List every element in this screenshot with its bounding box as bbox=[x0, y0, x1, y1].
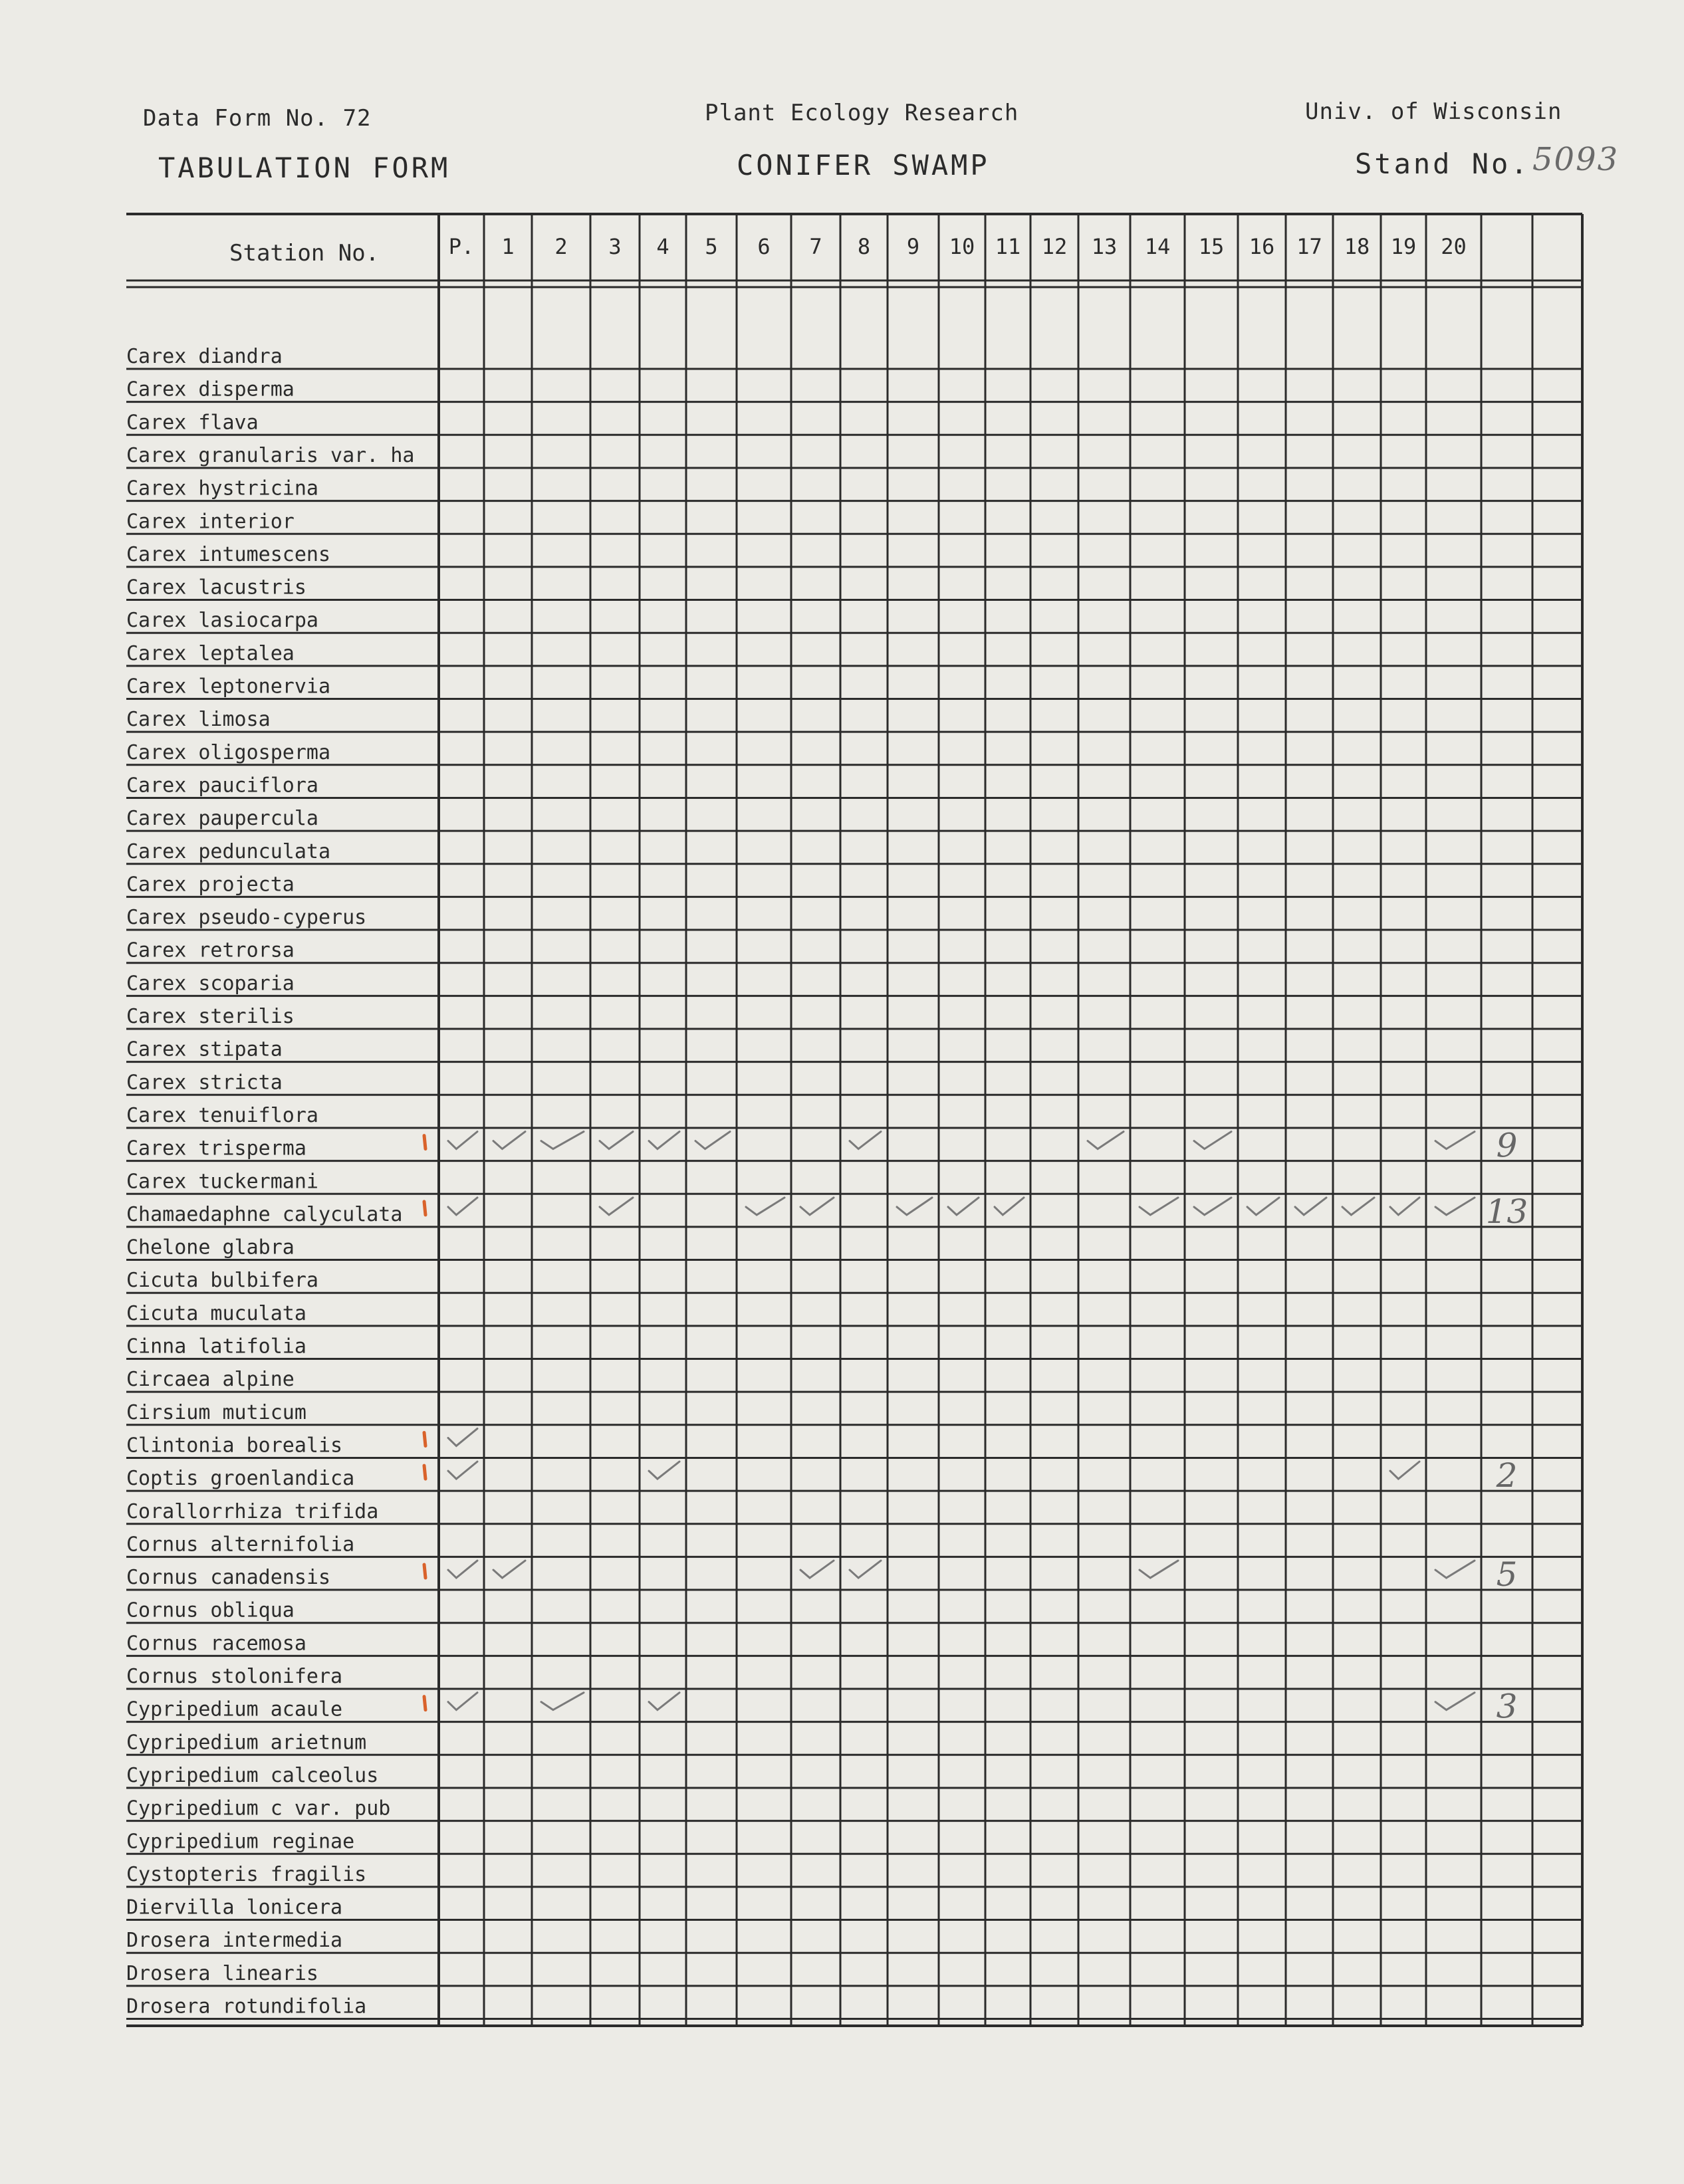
tally-count: 3 bbox=[1496, 1687, 1518, 1726]
university-label: Univ. of Wisconsin bbox=[1305, 98, 1562, 125]
checkmark bbox=[493, 1561, 525, 1578]
species-name: Drosera linearis bbox=[126, 1961, 318, 1985]
station-column-header: 10 bbox=[949, 234, 975, 259]
station-column-header: P. bbox=[448, 234, 475, 259]
species-name: Carex hystricina bbox=[126, 477, 318, 500]
station-column-header: 15 bbox=[1198, 234, 1225, 259]
species-name: Carex pedunculata bbox=[126, 839, 331, 863]
tally-count: 5 bbox=[1496, 1555, 1518, 1594]
station-column-header: 6 bbox=[757, 234, 771, 259]
species-name: Carex pauciflora bbox=[126, 774, 318, 798]
species-name: Carex projecta bbox=[126, 873, 295, 897]
checkmark bbox=[600, 1132, 633, 1149]
checkmark bbox=[1435, 1693, 1475, 1710]
station-column-header: 17 bbox=[1296, 234, 1322, 259]
species-name: Carex lasiocarpa bbox=[126, 609, 318, 633]
species-name: Carex stricta bbox=[126, 1071, 283, 1095]
species-name: Cypripedium reginae bbox=[126, 1830, 355, 1854]
checkmark bbox=[649, 1693, 679, 1710]
flag-mark bbox=[424, 1432, 425, 1446]
tally-count: 9 bbox=[1496, 1126, 1518, 1165]
flag-mark bbox=[424, 1697, 425, 1710]
station-label: Station No. bbox=[229, 240, 380, 267]
species-name: Chamaedaphne calyculata bbox=[126, 1202, 403, 1226]
species-name: Cypripedium calceolus bbox=[126, 1763, 379, 1787]
checkmark bbox=[448, 1561, 477, 1578]
checkmark bbox=[448, 1198, 477, 1215]
checkmark bbox=[1140, 1561, 1178, 1578]
species-name: Carex tenuiflora bbox=[126, 1103, 318, 1127]
checkmark bbox=[448, 1693, 477, 1710]
species-name: Chelone glabra bbox=[126, 1236, 295, 1259]
species-name: Corallorrhiza trifida bbox=[126, 1499, 379, 1523]
species-name: Clintonia borealis bbox=[126, 1434, 343, 1458]
species-name: Circaea alpine bbox=[126, 1368, 295, 1392]
species-name: Carex disperma bbox=[126, 378, 295, 401]
station-column-header: 12 bbox=[1041, 234, 1068, 259]
checkmark bbox=[649, 1132, 679, 1149]
station-column-header: 20 bbox=[1441, 234, 1467, 259]
checkmark bbox=[800, 1198, 834, 1215]
flag-mark bbox=[424, 1466, 425, 1479]
species-name: Carex interior bbox=[126, 510, 295, 534]
station-column-header: 4 bbox=[656, 234, 669, 259]
checkmark bbox=[600, 1198, 633, 1215]
species-name: Carex leptonervia bbox=[126, 675, 331, 699]
research-heading: Plant Ecology Research bbox=[705, 100, 1019, 126]
species-name: Carex granularis var. ha bbox=[126, 443, 415, 467]
checkmark bbox=[649, 1462, 679, 1479]
station-column-header: 16 bbox=[1249, 234, 1275, 259]
form-number: Data Form No. 72 bbox=[143, 105, 372, 132]
species-name: Carex diandra bbox=[126, 345, 283, 368]
station-column-header: 9 bbox=[906, 234, 920, 259]
species-name: Carex paupercula bbox=[126, 807, 318, 831]
checkmark bbox=[948, 1198, 979, 1215]
checkmark bbox=[1390, 1198, 1419, 1215]
station-column-header: 5 bbox=[705, 234, 718, 259]
checkmark bbox=[448, 1428, 477, 1446]
station-column-header: 2 bbox=[554, 234, 568, 259]
species-name: Carex retrorsa bbox=[126, 938, 295, 962]
checkmark bbox=[1435, 1198, 1475, 1215]
species-name: Cystopteris fragilis bbox=[126, 1862, 367, 1886]
species-name: Cornus stolonifera bbox=[126, 1665, 343, 1688]
species-name: Cypripedium acaule bbox=[126, 1697, 343, 1721]
tally-count: 2 bbox=[1496, 1456, 1518, 1495]
species-name: Drosera intermedia bbox=[126, 1929, 343, 1953]
species-name: Cornus obliqua bbox=[126, 1598, 295, 1622]
checkmark bbox=[1435, 1561, 1475, 1578]
community-title: CONIFER SWAMP bbox=[737, 149, 990, 181]
checkmark bbox=[448, 1132, 477, 1149]
checkmark bbox=[695, 1132, 730, 1149]
checkmark bbox=[800, 1561, 834, 1578]
species-name: Cornus alternifolia bbox=[126, 1533, 355, 1557]
station-column-header: 8 bbox=[857, 234, 871, 259]
checkmark bbox=[1194, 1132, 1231, 1149]
station-column-header: 13 bbox=[1091, 234, 1118, 259]
station-column-header: 7 bbox=[809, 234, 822, 259]
checkmark bbox=[493, 1132, 525, 1149]
checkmark bbox=[897, 1198, 932, 1215]
species-name: Cypripedium c var. pub bbox=[126, 1797, 391, 1820]
species-name: Cinna latifolia bbox=[126, 1335, 306, 1359]
species-name: Cicuta bulbifera bbox=[126, 1269, 318, 1293]
checkmark bbox=[1140, 1198, 1178, 1215]
species-name: Carex scoparia bbox=[126, 972, 295, 996]
species-name: Carex pseudo-cyperus bbox=[126, 906, 367, 930]
species-name: Cornus racemosa bbox=[126, 1632, 306, 1656]
checkmark bbox=[850, 1132, 881, 1149]
species-name: Coptis groenlandica bbox=[126, 1467, 355, 1491]
tally-count: 13 bbox=[1485, 1192, 1528, 1231]
checkmark bbox=[1088, 1132, 1124, 1149]
station-column-header: 1 bbox=[501, 234, 515, 259]
stand-label: Stand No. bbox=[1355, 148, 1530, 180]
species-name: Carex intumescens bbox=[126, 542, 331, 566]
species-name: Cirsium muticum bbox=[126, 1400, 306, 1424]
species-name: Carex stipata bbox=[126, 1037, 283, 1061]
species-name: Carex flava bbox=[126, 411, 259, 435]
species-name: Carex tuckermani bbox=[126, 1170, 318, 1194]
species-name: Drosera rotundifolia bbox=[126, 1995, 367, 2019]
species-name: Cypripedium arietnum bbox=[126, 1731, 367, 1755]
flag-mark bbox=[424, 1565, 425, 1578]
flag-mark bbox=[424, 1202, 425, 1215]
station-column-header: 18 bbox=[1344, 234, 1370, 259]
station-column-header: 19 bbox=[1390, 234, 1417, 259]
checkmark bbox=[1295, 1198, 1326, 1215]
checkmark bbox=[541, 1693, 584, 1710]
stand-number: 5093 bbox=[1532, 141, 1620, 178]
checkmark bbox=[1247, 1198, 1279, 1215]
species-name: Carex trisperma bbox=[126, 1137, 306, 1160]
checkmark bbox=[746, 1198, 784, 1215]
checkmark bbox=[1435, 1132, 1475, 1149]
species-name: Carex leptalea bbox=[126, 641, 295, 665]
species-name: Diervilla lonicera bbox=[126, 1896, 343, 1919]
checkmark bbox=[1342, 1198, 1374, 1215]
checkmark bbox=[1390, 1462, 1419, 1479]
species-name: Cicuta muculata bbox=[126, 1301, 306, 1325]
species-name: Carex oligosperma bbox=[126, 740, 331, 764]
species-name: Carex sterilis bbox=[126, 1005, 295, 1028]
flag-mark bbox=[424, 1136, 425, 1149]
station-column-header: 3 bbox=[608, 234, 622, 259]
form-title: TABULATION FORM bbox=[158, 152, 451, 184]
checkmark bbox=[995, 1198, 1024, 1215]
station-column-header: 11 bbox=[995, 234, 1021, 259]
checkmark bbox=[541, 1132, 584, 1149]
checkmark bbox=[850, 1561, 881, 1578]
checkmark bbox=[448, 1462, 477, 1479]
species-name: Cornus canadensis bbox=[126, 1566, 331, 1590]
species-name: Carex limosa bbox=[126, 708, 271, 732]
species-name: Carex lacustris bbox=[126, 576, 306, 600]
checkmark bbox=[1194, 1198, 1231, 1215]
station-column-header: 14 bbox=[1144, 234, 1171, 259]
